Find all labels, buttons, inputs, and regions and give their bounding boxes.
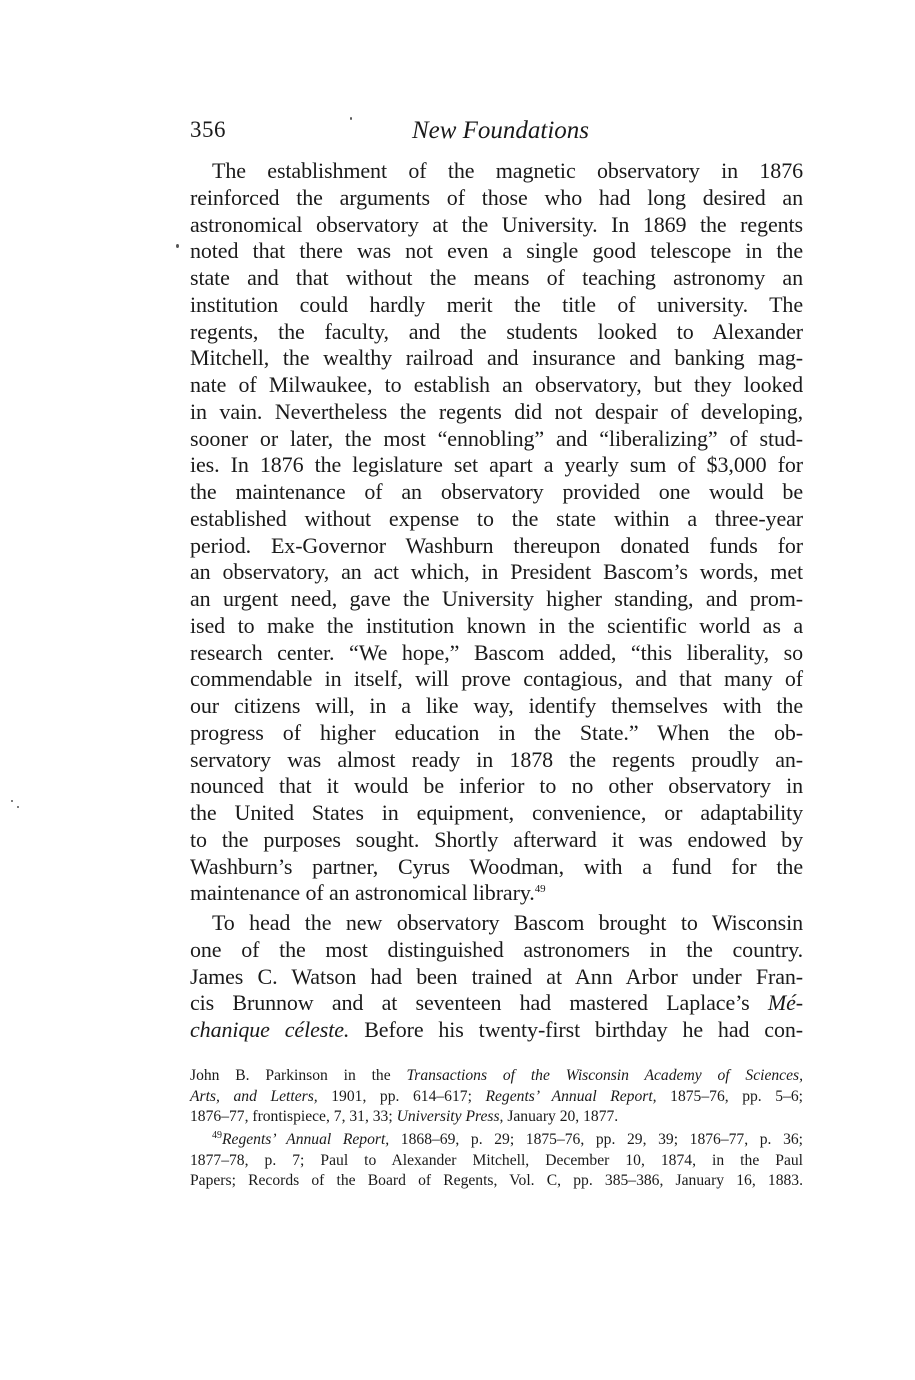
- text-line: our citizens will, in a like way, identify themselves with the: [190, 693, 803, 718]
- text-segment: 1868–69, p. 29; 1875–76, pp. 29, 39; 1876–77, p. 36;: [389, 1131, 803, 1149]
- italic-text: chanique céleste.: [190, 1017, 350, 1042]
- text-line: commendable in itself, will prove contagious, and that many of: [190, 666, 803, 692]
- stray-mark: [11, 800, 13, 802]
- italic-text: Regents’ Annual Report,: [485, 1087, 657, 1105]
- text-line: The establishment of the magnetic observatory in 1876: [212, 158, 803, 183]
- text-line: servatory was almost ready in 1878 the regents proudly an-: [190, 746, 803, 772]
- text-line: [190, 880, 803, 907]
- text-line: Washburn’s partner, Cyrus Woodman, with a fund for the: [190, 853, 803, 879]
- footnote-line: [190, 1087, 803, 1108]
- text-line: sooner or later, the most “ennobling” and “liberalizing” of stud-: [190, 425, 803, 451]
- italic-text: Arts, and Letters,: [190, 1087, 318, 1105]
- text-line: the United States in equipment, convenience, or adaptability: [190, 800, 803, 825]
- text-line: in vain. Nevertheless the regents did not despair of developing,: [190, 398, 803, 424]
- footnote-ref: 49: [534, 883, 546, 896]
- text-line: ised to make the institution known in the scientific world as a: [190, 612, 803, 638]
- footnote-line: [190, 1107, 803, 1128]
- text-line: Mitchell, the wealthy railroad and insurance and banking mag-: [190, 345, 803, 371]
- footnote-line: [190, 1130, 803, 1151]
- running-header: [190, 115, 803, 149]
- stray-mark: [350, 117, 352, 120]
- text-line: research center. “We hope,” Bascom added, “this liberality, so: [190, 639, 803, 665]
- text-line: the maintenance of an observatory provided one would be: [190, 479, 803, 504]
- text-segment: Before his twenty-first birthday he had con-: [349, 1017, 804, 1042]
- stray-mark: [17, 806, 19, 808]
- paragraph: [190, 158, 803, 907]
- italic-text: Mé-: [767, 990, 803, 1016]
- text-line: nounced that it would be inferior to no other observatory in: [190, 773, 803, 799]
- text-line: ies. In 1876 the legislature set apart a yearly sum of $3,000 for: [190, 452, 803, 478]
- italic-text: Transactions of the Wisconsin Academy of Sciences,: [406, 1067, 803, 1084]
- footnote-line: 1877–78, p. 7; Paul to Alexander Mitchell, December 10, 1874, in the Paul: [190, 1151, 803, 1169]
- text-line: period. Ex-Governor Washburn thereupon donated funds for: [190, 532, 803, 558]
- text-line: reinforced the arguments of those who had long desired an: [190, 184, 803, 210]
- italic-text: University Press,: [396, 1108, 504, 1126]
- text-line: institution could hardly merit the title of university. The: [190, 291, 803, 317]
- text-line: James C. Watson had been trained at Ann Arbor under Fran-: [190, 963, 803, 989]
- text-line: noted that there was not even a single good telescope in the: [190, 238, 803, 264]
- footnote-48: [190, 1066, 803, 1128]
- stray-mark: [176, 244, 179, 248]
- text-segment: maintenance of an astronomical library.: [190, 880, 535, 906]
- text-line: an observatory, an act which, in President Bascom’s words, met: [190, 559, 803, 585]
- running-title: New Foundations: [411, 117, 590, 144]
- footnote-line: Papers; Records of the Board of Regents, Vol. C, pp. 385–386, January 16, 1883.: [190, 1172, 803, 1190]
- footnote-49: [190, 1130, 803, 1192]
- text-line: astronomical observatory at the University. In 1869 the regents: [190, 211, 803, 237]
- text-segment: John B. Parkinson in the: [190, 1067, 407, 1084]
- text-segment: 1875–76, pp. 5–6;: [656, 1087, 804, 1105]
- text-segment: January 20, 1877.: [503, 1108, 619, 1126]
- text-line: nate of Milwaukee, to establish an observatory, but they looked: [190, 372, 803, 397]
- text-line: [190, 990, 803, 1017]
- text-line: one of the most distinguished astronomers in the country.: [190, 936, 803, 962]
- text-line: established without expense to the state within a three-year: [190, 505, 803, 531]
- footnotes: [190, 1066, 803, 1192]
- paragraph: [190, 910, 803, 1044]
- text-segment: 1876–77, frontispiece, 7, 31, 33;: [190, 1108, 397, 1126]
- text-line: regents, the faculty, and the students looked to Alexander: [190, 318, 803, 344]
- text-line: To head the new observatory Bascom brought to Wisconsin: [212, 910, 803, 935]
- text-line: progress of higher education in the State.” When the ob-: [190, 719, 803, 745]
- text-line: state and that without the means of teaching astronomy an: [190, 265, 803, 290]
- footnote-number: 49: [212, 1130, 222, 1142]
- page-number: 356: [190, 117, 226, 142]
- text-segment: 1901, pp. 614–617;: [317, 1087, 486, 1105]
- text-segment: cis Brunnow and at seventeen had mastered Laplace’s: [190, 990, 768, 1016]
- body-text: [190, 158, 803, 1044]
- footnote-line: [190, 1066, 803, 1087]
- text-line: to the purposes sought. Shortly afterward it was endowed by: [190, 826, 803, 852]
- italic-text: Regents’ Annual Report,: [222, 1131, 390, 1149]
- text-line: [190, 1017, 803, 1044]
- text-line: an urgent need, gave the University higher standing, and prom-: [190, 586, 803, 611]
